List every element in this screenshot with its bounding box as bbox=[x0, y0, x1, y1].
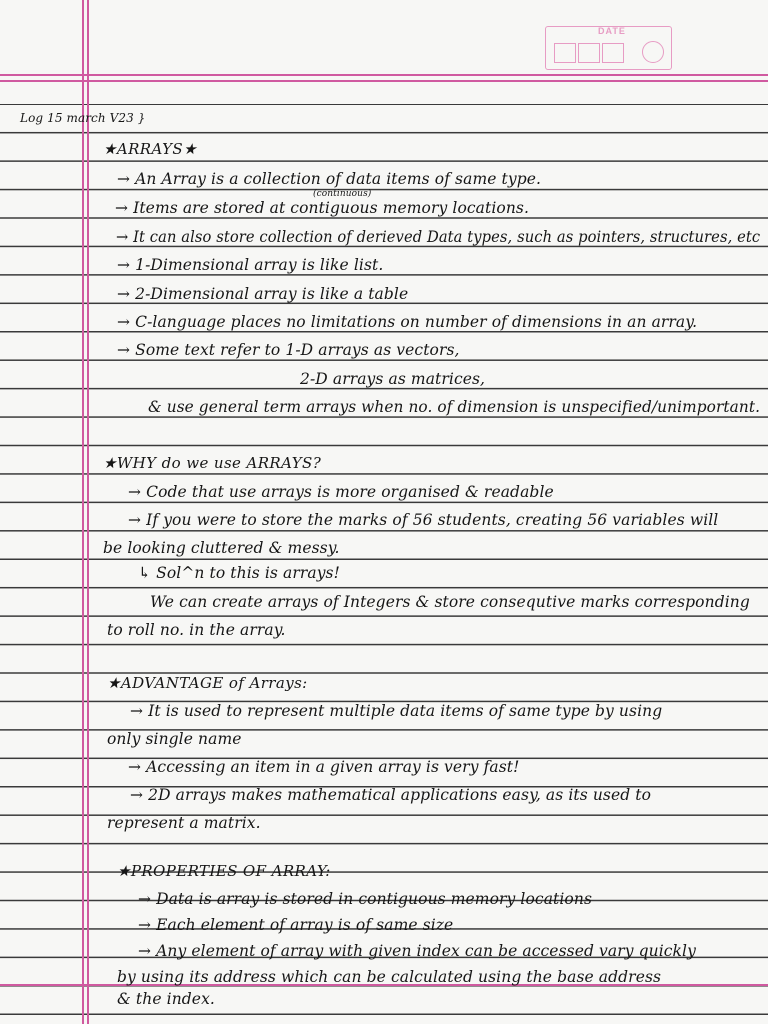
note-line: → C-language places no limitations on number of dimensions in an array. bbox=[117, 313, 698, 331]
note-line: 2-D arrays as matrices, bbox=[300, 370, 486, 388]
note-line: → 2-Dimensional array is like a table bbox=[117, 285, 409, 303]
note-annotation: (continuous) bbox=[313, 189, 372, 199]
note-line: & use general term arrays when no. of dimension is unspecified/unimportant. bbox=[148, 398, 761, 416]
note-line: → Some text refer to 1-D arrays as vectors, bbox=[117, 341, 460, 359]
note-line: → If you were to store the marks of 56 students, creating 56 variables will bbox=[128, 511, 719, 529]
margin-line bbox=[82, 0, 84, 1024]
note-line: represent a matrix. bbox=[107, 814, 261, 832]
date-circle bbox=[642, 41, 664, 63]
note-line: → Each element of array is of same size bbox=[138, 916, 454, 934]
date-label: DATE bbox=[598, 26, 626, 36]
log-note: Log 15 march V23 } bbox=[20, 111, 146, 125]
note-line: by using its address which can be calculated using the base address bbox=[117, 968, 662, 986]
margin-line bbox=[87, 0, 89, 1024]
heading-advantage: ★ADVANTAGE of Arrays: bbox=[107, 674, 308, 692]
note-line: → Code that use arrays is more organised & readable bbox=[128, 483, 554, 501]
note-line: only single name bbox=[107, 730, 242, 748]
note-line: → Any element of array with given index can be accessed vary quickly bbox=[138, 942, 696, 960]
note-line: be looking cluttered & messy. bbox=[103, 539, 340, 557]
date-cell bbox=[578, 43, 600, 63]
note-line: ↳ Sol^n to this is arrays! bbox=[138, 564, 340, 582]
note-line: → It can also store collection of derieved Data types, such as pointers, structures, etc bbox=[116, 228, 761, 246]
note-line: → Data is array is stored in contiguous memory locations bbox=[138, 890, 592, 908]
heading-properties: ★PROPERTIES OF ARRAY: bbox=[117, 862, 331, 880]
heading-arrays: ★ARRAYS★ bbox=[103, 140, 197, 158]
note-line: We can create arrays of Integers & store consequtive marks corresponding bbox=[150, 593, 750, 611]
header-rule bbox=[0, 80, 768, 82]
heading-why: ★WHY do we use ARRAYS? bbox=[103, 454, 322, 472]
note-line: & the index. bbox=[117, 990, 215, 1008]
date-box bbox=[545, 26, 672, 70]
note-line: → Items are stored at contiguous memory locations. bbox=[115, 199, 529, 217]
date-cell bbox=[554, 43, 576, 63]
date-cell bbox=[602, 43, 624, 63]
note-line: to roll no. in the array. bbox=[107, 621, 286, 639]
header-rule bbox=[0, 74, 768, 76]
note-line: → 1-Dimensional array is like list. bbox=[117, 256, 384, 274]
note-line: → An Array is a collection of data items of same type. bbox=[117, 170, 542, 188]
note-line: → It is used to represent multiple data items of same type by using bbox=[130, 702, 663, 720]
note-line: → Accessing an item in a given array is very fast! bbox=[128, 758, 520, 776]
note-line: → 2D arrays makes mathematical applications easy, as its used to bbox=[130, 786, 652, 804]
